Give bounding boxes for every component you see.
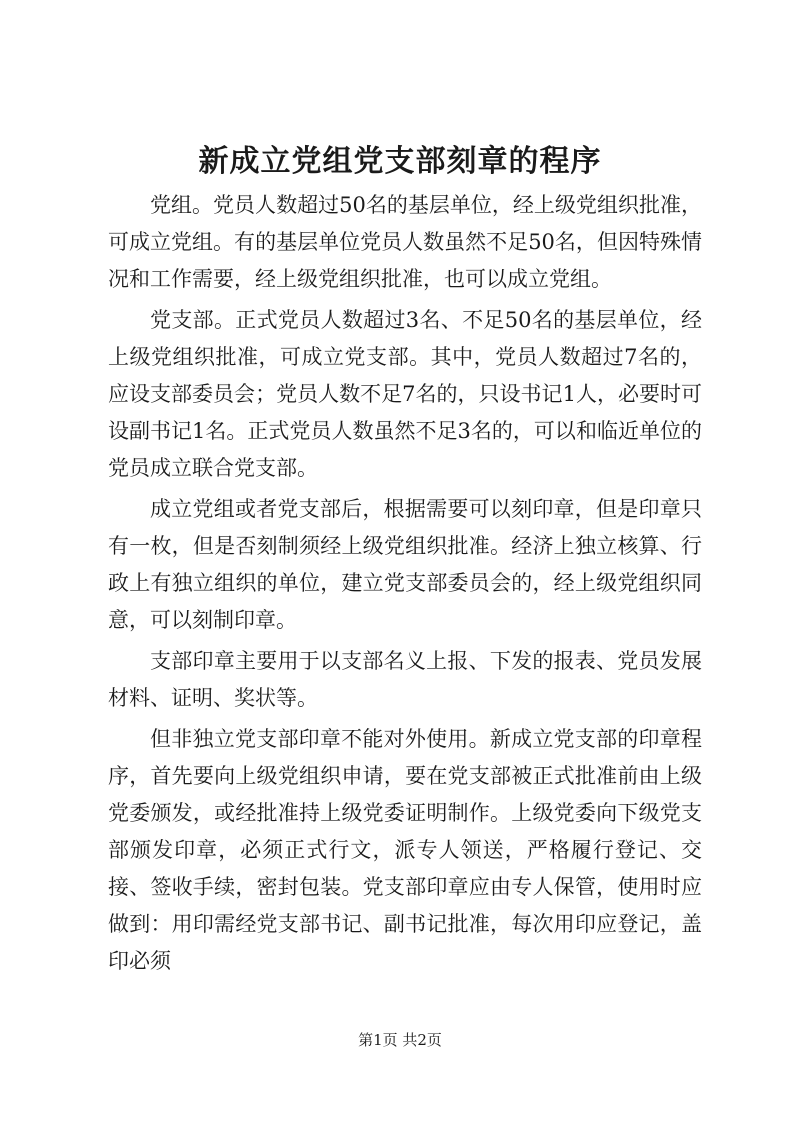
paragraph-seal-usage: 支部印章主要用于以支部名义上报、下发的报表、党员发展材料、证明、奖状等。 [108,649,702,710]
paragraph-party-group: 党组。党员人数超过50名的基层单位，经上级党组织批准，可成立党组。有的基层单位党员人数虽然不足50名，但因特殊情况和工作需要，经上级党组织批准，也可以成立党组。 [108,193,702,291]
paragraph-seal-engraving: 成立党组或者党支部后，根据需要可以刻印章，但是印章只有一枚，但是否刻制须经上级党组织批准。经济上独立核算、行政上有独立组织的单位，建立党支部委员会的，经上级党组织同意，可以刻制印章。 [108,497,702,632]
document-title: 新成立党组党支部刻章的程序 [198,144,602,179]
paragraph-seal-procedure: 但非独立党支部印章不能对外使用。新成立党支部的印章程序，首先要向上级党组织申请，要在党支部被正式批准前由上级党委颁发，或经批准持上级党委证明制作。上级党委向下级党支部颁发印章，必须正式行文，派专人领送，严格履行登记、交接、签收手续，密封包装。党支部印章应由专人保管，使用时应做到：用印需经党支部书记、副书记批准，每次用印应登记，盖印必须 [108,727,702,973]
paragraph-party-branch: 党支部。正式党员人数超过3名、不足50名的基层单位，经上级党组织批准，可成立党支部。其中，党员人数超过7名的，应设支部委员会；党员人数不足7名的，只设书记1人，必要时可设副书记1名。正式党员人数虽然不足3名的，可以和临近单位的党员成立联合党支部。 [108,308,702,480]
document-body [108,187,702,984]
page-number-footer: 第1页 共2页 [358,1031,442,1049]
